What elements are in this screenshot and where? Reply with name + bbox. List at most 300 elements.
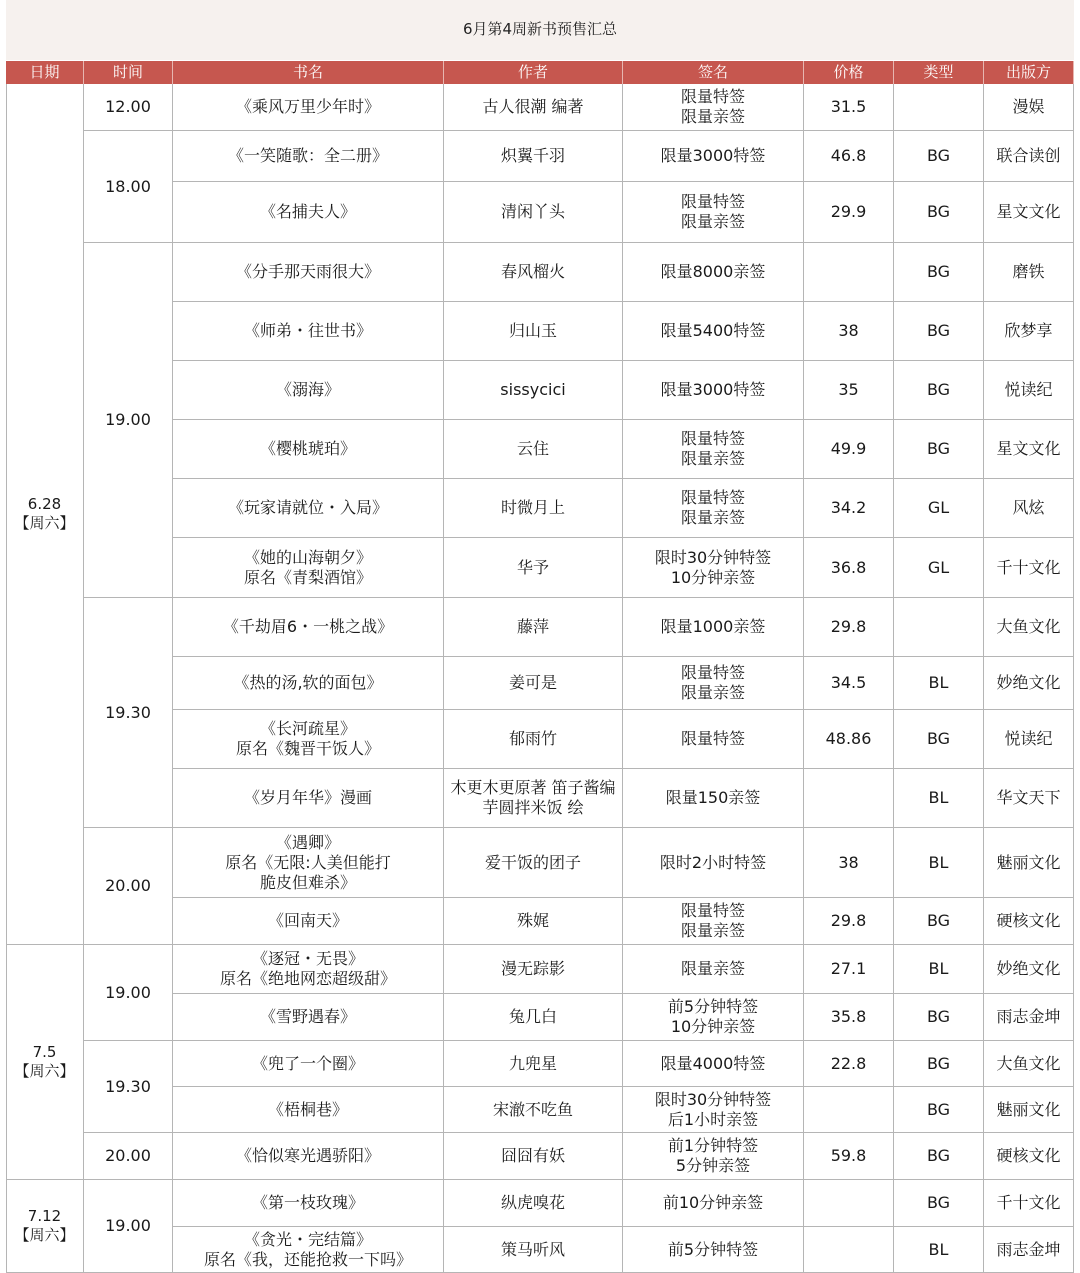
- type-value: BL: [928, 673, 949, 692]
- signature-cell-line: 限量特签: [680, 192, 745, 211]
- signature-cell-line: 前1分钟特签: [667, 1136, 759, 1155]
- publisher-cell: [984, 1133, 1074, 1180]
- book-title-cell-line: 《分手那天雨很大》: [235, 262, 380, 281]
- book-title-cell: [173, 131, 444, 182]
- book-title-cell: [173, 361, 444, 420]
- publisher-cell: [984, 710, 1074, 769]
- book-title-cell: [173, 84, 444, 131]
- type-cell: [894, 598, 984, 657]
- author-cell: [444, 898, 623, 945]
- price-value: 38: [838, 852, 859, 872]
- time-label: 18.00: [105, 176, 151, 196]
- publisher-value: 华文天下: [996, 788, 1061, 807]
- author-cell-line: 漫无踪影: [500, 959, 565, 978]
- publisher-value: 大鱼文化: [996, 617, 1061, 636]
- price-cell: [804, 769, 894, 828]
- type-cell: [894, 131, 984, 182]
- author-cell: [444, 598, 623, 657]
- type-cell: [894, 84, 984, 131]
- publisher-value: 悦读纪: [1004, 729, 1053, 748]
- signature-cell: [623, 420, 804, 479]
- publisher-cell: [984, 1041, 1074, 1087]
- type-cell: [894, 1227, 984, 1273]
- author-cell-line: 爱干饭的团子: [484, 852, 581, 872]
- type-value: BG: [926, 1007, 951, 1026]
- book-title-cell-line: 《兜了一个圈》: [251, 1053, 364, 1073]
- publisher-value: 磨铁: [1012, 262, 1045, 281]
- price-cell: [804, 598, 894, 657]
- date-cell: [6, 1180, 84, 1273]
- signature-cell-line: 限量5400特签: [660, 321, 766, 340]
- author-cell-line: 兔几白: [508, 1007, 557, 1026]
- signature-cell-line: 限量亲签: [680, 508, 745, 527]
- time-label: 19.00: [105, 982, 151, 1002]
- type-cell: [894, 710, 984, 769]
- type-value: BG: [926, 439, 951, 458]
- book-title-cell-line: 《长河疏星》: [259, 719, 356, 738]
- price-cell: [804, 657, 894, 710]
- type-cell: [894, 479, 984, 538]
- book-title-cell-line: 《逐冠・无畏》: [251, 949, 364, 968]
- type-value: BG: [926, 1099, 951, 1119]
- author-cell: [444, 657, 623, 710]
- publisher-cell: [984, 1087, 1074, 1133]
- author-cell: [444, 538, 623, 598]
- type-value: BG: [926, 1053, 951, 1073]
- signature-cell-line: 限量4000特签: [660, 1053, 766, 1073]
- type-value: BL: [928, 788, 949, 807]
- price-cell: [804, 361, 894, 420]
- author-cell: [444, 420, 623, 479]
- book-title-cell-line: 《雪野遇春》: [259, 1007, 356, 1026]
- publisher-cell: [984, 420, 1074, 479]
- book-title-cell-line: 《千劫眉6・一桃之战》: [222, 617, 394, 636]
- publisher-cell: [984, 1227, 1074, 1273]
- type-cell: [894, 1087, 984, 1133]
- price-value: 27.1: [830, 959, 867, 978]
- author-cell: [444, 131, 623, 182]
- price-value: 29.8: [830, 911, 867, 930]
- signature-cell-line: 限量亲签: [680, 921, 745, 940]
- header-price: 价格: [804, 61, 894, 84]
- author-cell-line: 归山玉: [508, 321, 557, 340]
- type-cell: [894, 769, 984, 828]
- book-title-cell: [173, 1227, 444, 1273]
- time-cell: [84, 1133, 173, 1180]
- time-cell: [84, 945, 173, 1041]
- price-cell: [804, 1087, 894, 1133]
- book-title-cell: [173, 182, 444, 243]
- price-cell: [804, 828, 894, 898]
- book-title-cell-line: 《梧桐巷》: [267, 1099, 348, 1119]
- publisher-value: 硬核文化: [996, 1146, 1061, 1165]
- signature-cell: [623, 479, 804, 538]
- price-value: 29.8: [830, 617, 867, 636]
- type-cell: [894, 994, 984, 1041]
- author-cell-line: 策马听风: [500, 1239, 565, 1259]
- date-cell-line: 6.28: [27, 495, 62, 513]
- signature-cell-line: 限时30分钟特签: [654, 1089, 772, 1109]
- author-cell: [444, 1087, 623, 1133]
- signature-cell-line: 前10分钟亲签: [662, 1193, 764, 1212]
- type-value: BL: [928, 1239, 949, 1259]
- date-cell-line: 【周六】: [14, 1226, 75, 1244]
- price-cell: [804, 302, 894, 361]
- price-value: 48.86: [825, 729, 872, 748]
- author-cell-line: sissycici: [500, 380, 566, 399]
- date-cell-line: 7.12: [27, 1207, 62, 1225]
- type-value: BG: [926, 729, 951, 748]
- price-cell: [804, 898, 894, 945]
- date-cell-line: 【周六】: [14, 1062, 75, 1080]
- author-cell-line: 云住: [516, 439, 549, 458]
- publisher-value: 魅丽文化: [996, 1099, 1061, 1119]
- book-title-cell-line: 《遇卿》: [275, 832, 340, 852]
- author-cell-line: 华予: [516, 557, 549, 577]
- time-cell: [84, 1180, 173, 1273]
- price-value: 22.8: [830, 1053, 867, 1073]
- book-title-cell: [173, 479, 444, 538]
- book-title-cell: [173, 1133, 444, 1180]
- publisher-value: 联合读创: [996, 146, 1061, 165]
- author-cell-line: 囧囧有妖: [500, 1146, 565, 1165]
- signature-cell: [623, 361, 804, 420]
- book-title-cell-line: 《樱桃琥珀》: [259, 439, 356, 458]
- publisher-cell: [984, 1180, 1074, 1227]
- type-value: BG: [926, 202, 951, 221]
- author-cell-line: 殊娓: [516, 911, 549, 930]
- book-title-cell-line: 《岁月年华》漫画: [243, 788, 372, 807]
- price-value: 35: [838, 380, 859, 399]
- header-title: 书名: [173, 61, 444, 84]
- type-cell: [894, 898, 984, 945]
- time-label: 20.00: [105, 1146, 151, 1165]
- header-time: 时间: [84, 61, 173, 84]
- book-title-cell: [173, 598, 444, 657]
- type-cell: [894, 302, 984, 361]
- time-label: 19.30: [105, 702, 151, 722]
- price-value: 49.9: [830, 439, 867, 458]
- author-cell-line: 春风榴火: [500, 262, 565, 281]
- price-value: 38: [838, 321, 859, 340]
- header-publisher: 出版方: [984, 61, 1074, 84]
- date-cell-line: 【周六】: [14, 514, 75, 532]
- signature-cell: [623, 84, 804, 131]
- price-value: 29.9: [830, 202, 867, 221]
- type-value: BG: [926, 146, 951, 165]
- author-cell: [444, 769, 623, 828]
- signature-cell-line: 限量3000特签: [660, 146, 766, 165]
- book-title-cell-line: 《名捕夫人》: [259, 202, 356, 221]
- type-cell: [894, 243, 984, 302]
- author-cell: [444, 1041, 623, 1087]
- signature-cell: [623, 710, 804, 769]
- signature-cell-line: 限量亲签: [680, 107, 745, 126]
- type-cell: [894, 1180, 984, 1227]
- price-value: 34.2: [830, 498, 867, 517]
- signature-cell-line: 前5分钟特签: [667, 997, 759, 1016]
- book-title-cell: [173, 420, 444, 479]
- signature-cell: [623, 598, 804, 657]
- author-cell-line: 炽翼千羽: [500, 146, 565, 165]
- price-value: 46.8: [830, 146, 867, 165]
- author-cell-line: 藤萍: [516, 617, 549, 636]
- time-cell: [84, 84, 173, 131]
- signature-cell-line: 限量亲签: [680, 683, 745, 702]
- author-cell: [444, 945, 623, 994]
- publisher-cell: [984, 243, 1074, 302]
- type-cell: [894, 361, 984, 420]
- publisher-value: 雨志金坤: [996, 1239, 1061, 1259]
- signature-cell: [623, 538, 804, 598]
- signature-cell-line: 限时2小时特签: [659, 852, 767, 872]
- time-cell: [84, 131, 173, 243]
- author-cell-line: 姜可是: [508, 673, 557, 692]
- type-value: BL: [928, 852, 949, 872]
- type-value: BG: [926, 1193, 951, 1212]
- signature-cell-line: 限时30分钟特签: [654, 547, 772, 567]
- signature-cell-line: 后1小时亲签: [667, 1109, 759, 1129]
- signature-cell: [623, 657, 804, 710]
- time-label: 19.00: [105, 410, 151, 429]
- price-cell: [804, 1133, 894, 1180]
- type-value: GL: [927, 557, 950, 577]
- signature-cell: [623, 302, 804, 361]
- date-cell: [6, 945, 84, 1180]
- type-value: BG: [926, 911, 951, 930]
- book-title-cell: [173, 657, 444, 710]
- price-value: 35.8: [830, 1007, 867, 1026]
- author-cell: [444, 994, 623, 1041]
- book-title-cell: [173, 769, 444, 828]
- author-cell-line: 纵虎嗅花: [500, 1193, 565, 1212]
- type-cell: [894, 182, 984, 243]
- publisher-value: 风炫: [1012, 498, 1045, 517]
- signature-cell-line: 限量特签: [680, 488, 745, 507]
- time-label: 19.30: [105, 1076, 151, 1096]
- book-title-cell-line: 脆皮但难杀》: [259, 872, 356, 892]
- publisher-cell: [984, 84, 1074, 131]
- publisher-value: 千十文化: [996, 557, 1061, 577]
- publisher-value: 雨志金坤: [996, 1007, 1061, 1026]
- header-author: 作者: [444, 61, 623, 84]
- book-title-cell: [173, 898, 444, 945]
- author-cell: [444, 84, 623, 131]
- price-value: 59.8: [830, 1146, 867, 1165]
- type-cell: [894, 1041, 984, 1087]
- book-title-cell-line: 原名《青梨酒馆》: [243, 567, 372, 587]
- signature-cell: [623, 243, 804, 302]
- price-cell: [804, 479, 894, 538]
- signature-cell: [623, 1133, 804, 1180]
- signature-cell: [623, 1180, 804, 1227]
- price-cell: [804, 131, 894, 182]
- publisher-value: 硬核文化: [996, 911, 1061, 930]
- signature-cell: [623, 1227, 804, 1273]
- author-cell: [444, 361, 623, 420]
- signature-cell-line: 10分钟亲签: [670, 1017, 756, 1036]
- publisher-cell: [984, 994, 1074, 1041]
- signature-cell-line: 限量特签: [680, 87, 745, 106]
- author-cell: [444, 243, 623, 302]
- signature-cell: [623, 182, 804, 243]
- time-cell: [84, 828, 173, 945]
- book-title-cell-line: 《玩家请就位・入局》: [227, 498, 388, 517]
- publisher-cell: [984, 828, 1074, 898]
- publisher-cell: [984, 657, 1074, 710]
- type-value: BL: [928, 959, 949, 978]
- signature-cell-line: 限量特签: [680, 663, 745, 682]
- price-cell: [804, 1180, 894, 1227]
- page-title: 6月第4周新书预售汇总: [462, 20, 618, 38]
- publisher-value: 千十文化: [996, 1193, 1061, 1212]
- header-signature: 签名: [623, 61, 804, 84]
- time-label: 20.00: [105, 876, 151, 895]
- book-title-cell: [173, 1041, 444, 1087]
- author-cell: [444, 1180, 623, 1227]
- type-value: BG: [926, 321, 951, 340]
- book-title-cell: [173, 710, 444, 769]
- author-cell-line: 时微月上: [500, 498, 565, 517]
- publisher-value: 魅丽文化: [996, 852, 1061, 872]
- price-cell: [804, 1041, 894, 1087]
- book-title-cell-line: 《第一枝玫瑰》: [251, 1193, 364, 1212]
- signature-cell-line: 5分钟亲签: [675, 1156, 751, 1175]
- type-value: GL: [927, 498, 950, 517]
- type-cell: [894, 420, 984, 479]
- book-title-cell: [173, 538, 444, 598]
- book-title-cell-line: 《贪光・完结篇》: [243, 1229, 372, 1249]
- signature-cell-line: 限量亲签: [680, 449, 745, 468]
- author-cell-line: 古人很潮 编著: [482, 97, 584, 116]
- price-value: 36.8: [830, 557, 867, 577]
- author-cell-line: 清闲丫头: [500, 202, 565, 221]
- signature-cell-line: 限量150亲签: [665, 788, 761, 807]
- publisher-cell: [984, 361, 1074, 420]
- book-title-cell: [173, 243, 444, 302]
- publisher-cell: [984, 598, 1074, 657]
- price-value: 34.5: [830, 673, 867, 692]
- header-date: 日期: [6, 61, 84, 84]
- signature-cell-line: 10分钟亲签: [670, 567, 756, 587]
- author-cell-line: 木更木更原著 笛子酱编: [450, 778, 616, 797]
- book-title-cell-line: 《她的山海朝夕》: [243, 547, 372, 567]
- signature-cell-line: 限量亲签: [680, 959, 745, 978]
- signature-cell-line: 限量3000特签: [660, 380, 766, 399]
- type-value: BG: [926, 262, 951, 281]
- type-value: BG: [926, 1146, 951, 1165]
- signature-cell: [623, 828, 804, 898]
- publisher-cell: [984, 538, 1074, 598]
- price-cell: [804, 1227, 894, 1273]
- book-title-cell-line: 《溺海》: [275, 380, 340, 399]
- author-cell: [444, 1133, 623, 1180]
- signature-cell: [623, 131, 804, 182]
- type-cell: [894, 1133, 984, 1180]
- signature-cell-line: 限量特签: [680, 729, 745, 748]
- author-cell: [444, 302, 623, 361]
- signature-cell: [623, 769, 804, 828]
- time-label: 19.00: [105, 1216, 151, 1235]
- signature-cell: [623, 1041, 804, 1087]
- book-title-cell-line: 《师弟・往世书》: [243, 321, 372, 340]
- type-cell: [894, 657, 984, 710]
- book-title-cell-line: 《乘风万里少年时》: [235, 97, 380, 116]
- author-cell: [444, 479, 623, 538]
- publisher-value: 悦读纪: [1004, 380, 1053, 399]
- signature-cell-line: 限量亲签: [680, 212, 745, 231]
- type-value: BG: [926, 380, 951, 399]
- signature-cell-line: 限量特签: [680, 901, 745, 920]
- type-cell: [894, 828, 984, 898]
- price-cell: [804, 420, 894, 479]
- price-cell: [804, 538, 894, 598]
- author-cell: [444, 828, 623, 898]
- publisher-value: 欣梦享: [1004, 321, 1053, 340]
- price-cell: [804, 182, 894, 243]
- signature-cell-line: 限量8000亲签: [660, 262, 766, 281]
- book-title-cell-line: 《热的汤,软的面包》: [233, 673, 383, 692]
- date-cell: [6, 84, 84, 945]
- price-value: 31.5: [830, 97, 867, 116]
- book-title-cell-line: 原名《无限:人美但能打: [225, 852, 391, 872]
- signature-cell: [623, 898, 804, 945]
- publisher-value: 星文文化: [996, 439, 1061, 458]
- book-title-cell-line: 《回南天》: [267, 911, 348, 930]
- price-cell: [804, 945, 894, 994]
- type-cell: [894, 945, 984, 994]
- author-cell: [444, 710, 623, 769]
- time-cell: [84, 1041, 173, 1133]
- signature-cell-line: 限量特签: [680, 429, 745, 448]
- publisher-cell: [984, 898, 1074, 945]
- publisher-cell: [984, 182, 1074, 243]
- author-cell-line: 郁雨竹: [508, 729, 557, 748]
- publisher-cell: [984, 131, 1074, 182]
- book-title-cell-line: 原名《绝地网恋超级甜》: [219, 969, 396, 988]
- type-cell: [894, 538, 984, 598]
- author-cell-line: 宋澈不吃鱼: [492, 1099, 573, 1119]
- publisher-value: 大鱼文化: [996, 1053, 1061, 1073]
- book-title-cell-line: 原名《魏晋干饭人》: [235, 739, 380, 758]
- book-title-cell: [173, 302, 444, 361]
- signature-cell: [623, 945, 804, 994]
- publisher-cell: [984, 769, 1074, 828]
- publisher-value: 妙绝文化: [996, 959, 1061, 978]
- time-cell: [84, 243, 173, 598]
- price-cell: [804, 84, 894, 131]
- signature-cell-line: 前5分钟特签: [667, 1239, 759, 1259]
- book-title-cell-line: 《一笑随歌：全二册》: [227, 146, 388, 165]
- signature-cell: [623, 1087, 804, 1133]
- book-title-cell: [173, 1180, 444, 1227]
- author-cell: [444, 1227, 623, 1273]
- signature-cell: [623, 994, 804, 1041]
- time-cell: [84, 598, 173, 828]
- price-cell: [804, 710, 894, 769]
- publisher-value: 漫娱: [1012, 97, 1045, 116]
- author-cell-line: 芋圆拌米饭 绘: [482, 798, 584, 817]
- header-type: 类型: [894, 61, 984, 84]
- publisher-value: 妙绝文化: [996, 673, 1061, 692]
- date-cell-line: 7.5: [32, 1043, 57, 1061]
- book-title-cell: [173, 945, 444, 994]
- publisher-cell: [984, 302, 1074, 361]
- time-label: 12.00: [105, 97, 151, 116]
- book-title-cell: [173, 828, 444, 898]
- author-cell: [444, 182, 623, 243]
- publisher-cell: [984, 479, 1074, 538]
